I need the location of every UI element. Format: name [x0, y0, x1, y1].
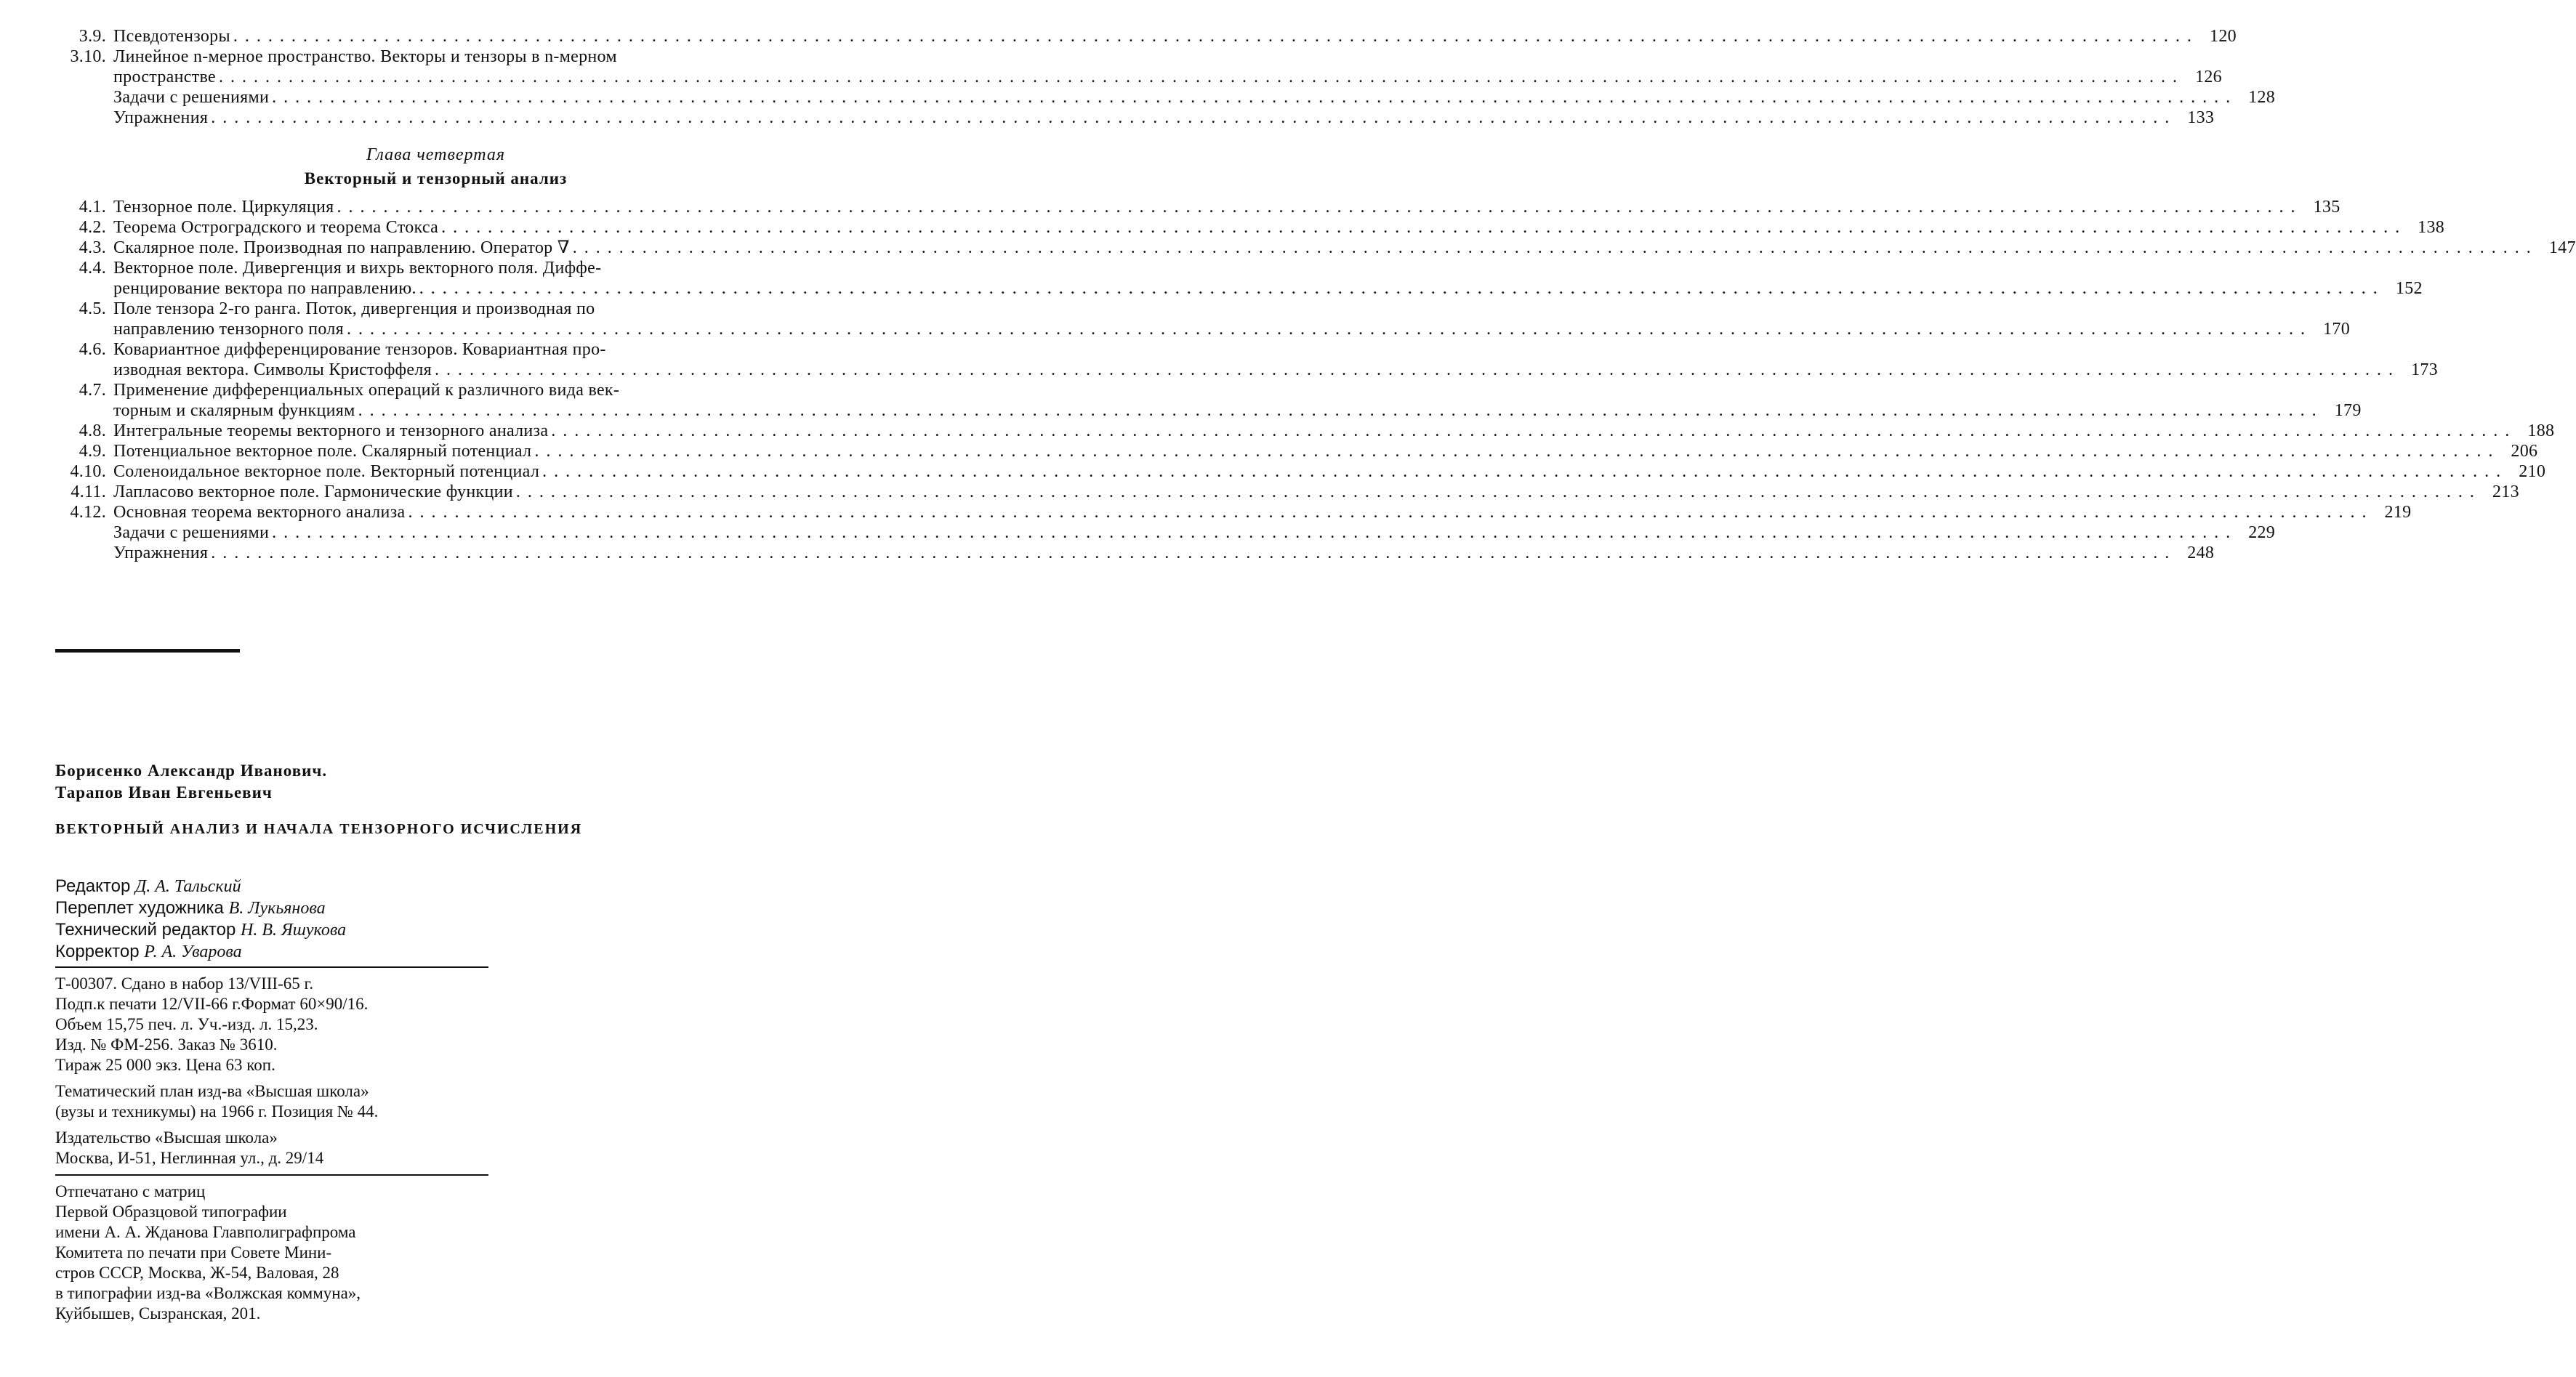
toc-entry-line [113, 26, 2237, 47]
toc-entry-body [113, 522, 2275, 543]
toc-entry-title: Векторное поле. Дивергенция и вихрь векторного поля. Диффе- [113, 259, 602, 278]
toc-entry-title: Соленоидальное векторное поле. Векторный потенциал [113, 462, 540, 481]
toc-entry-page: 120 [2210, 27, 2237, 46]
toc-entry-title: изводная вектора. Символы Кристоффеля [113, 360, 432, 379]
toc-entry-body [113, 380, 2362, 421]
toc-entry-line [113, 319, 2350, 339]
dot-leader [272, 522, 2231, 543]
toc-entry [45, 197, 2340, 217]
toc-entry-page: 248 [2187, 544, 2215, 562]
toc-entry-page: 126 [2195, 68, 2222, 86]
toc-entry-body [113, 47, 2222, 87]
toc-entry-title: Интегральные теоремы векторного и тензорного анализа [113, 421, 549, 440]
imprint-line: Тираж 25 000 экз. Цена 63 коп. [55, 1056, 275, 1074]
toc-entry-page: 173 [2411, 360, 2438, 379]
credits [55, 876, 346, 963]
toc-entry-body [113, 543, 2214, 563]
toc-entry-page: 210 [2519, 462, 2546, 481]
imprint-line: Москва, И-51, Неглинная ул., д. 29/14 [55, 1149, 324, 1167]
toc-entry-line [113, 238, 2576, 258]
imprint-line: Тематический план изд-ва «Высшая школа» [55, 1082, 369, 1100]
dot-leader [272, 87, 2231, 108]
toc-entry-page: 152 [2395, 279, 2423, 298]
toc-entry [45, 502, 2412, 522]
toc-entry-number: 4.9. [79, 442, 106, 461]
toc-entry-body [113, 238, 2576, 258]
toc-entry-page: 188 [2527, 421, 2555, 440]
toc-entry-number: 4.3. [79, 238, 106, 257]
credit-line [55, 919, 346, 941]
credit-line [55, 897, 346, 919]
toc-entry-body [113, 441, 2537, 461]
toc-entry [45, 47, 2222, 87]
toc-entry-title: Поле тензора 2-го ранга. Поток, дивергенция и производная по [113, 299, 595, 318]
toc-entry-title: Применение дифференциальных операций к различного вида век- [113, 381, 620, 400]
dot-leader [419, 278, 2379, 299]
toc-entry-body [113, 482, 2519, 502]
imprint-line: Подп.к печати 12/VII-66 г.Формат 60×90/16. [55, 995, 369, 1013]
toc-entry-line [113, 441, 2537, 461]
toc-entry-line [113, 87, 2275, 108]
toc-entry-line [113, 197, 2340, 217]
dot-leader [441, 217, 2401, 238]
credit-role: Технический редактор [55, 920, 236, 940]
toc-entry-body [113, 26, 2237, 47]
toc-entry-number: 4.2. [79, 218, 106, 237]
toc-entry-number: 4.8. [79, 421, 106, 440]
toc-entry [45, 26, 2237, 47]
credit-name: В. Лукьянова [228, 899, 326, 918]
toc-entry-number: 4.12. [70, 503, 106, 522]
imprint-line: Комитета по печати при Совете Мини- [55, 1243, 332, 1261]
dot-leader [408, 502, 2367, 522]
dot-leader [219, 67, 2178, 87]
toc-entry-body [113, 217, 2444, 238]
toc-entry-body [113, 197, 2340, 217]
imprint-block-plan [55, 1081, 488, 1128]
toc-entry-title: Тензорное поле. Циркуляция [113, 198, 334, 217]
imprint-block-printer [55, 1176, 488, 1330]
toc-entry-line [113, 522, 2275, 543]
toc-entry-number: 3.10. [70, 47, 106, 66]
toc-entry [45, 108, 2215, 128]
toc-entry-body [113, 461, 2545, 482]
toc-entry-number: 4.7. [79, 381, 106, 400]
toc-entry-body [113, 339, 2438, 380]
dot-leader [516, 482, 2476, 502]
author-name: Тарапов Иван Евгеньевич [55, 783, 273, 801]
toc-entry-number: 4.11. [71, 482, 106, 501]
imprint-line: в типографии изд-ва «Волжская коммуна», [55, 1284, 361, 1302]
imprint-line: (вузы и техникумы) на 1966 г. Позиция № 44. [55, 1102, 379, 1120]
imprint-line: Изд. № ФМ-256. Заказ № 3610. [55, 1035, 278, 1054]
chapter-label: Глава четвертая [366, 145, 506, 164]
toc-entry-title: Псевдотензоры [113, 27, 230, 46]
toc-entry-title: Задачи с решениями [113, 88, 270, 107]
dot-leader [573, 238, 2532, 258]
toc-section-3 [45, 26, 2276, 128]
credit-role: Корректор [55, 942, 140, 961]
toc-entry-title: Линейное n-мерное пространство. Векторы и тензоры в n-мерном [113, 47, 617, 66]
toc-entry-number: 4.10. [70, 462, 106, 481]
toc-entry-title: Упражнения [113, 544, 209, 562]
toc-entry-page: 128 [2248, 88, 2276, 107]
imprint-line: имени А. А. Жданова Главполиграфпрома [55, 1223, 356, 1241]
toc-entry-body [113, 502, 2411, 522]
imprint-line: Издательство «Высшая школа» [55, 1128, 278, 1147]
toc-entry-title: Скалярное поле. Производная по направлению. Оператор ∇ [113, 238, 570, 257]
imprint-line: стров СССР, Москва, Ж-54, Валовая, 28 [55, 1264, 339, 1282]
credit-name: Н. В. Яшукова [241, 921, 347, 940]
imprint [55, 966, 488, 1330]
toc-entry-title: Основная теорема векторного анализа [113, 503, 406, 522]
toc-entry-title: ренцирование вектора по направлению. [113, 279, 416, 298]
toc-entry [45, 441, 2538, 461]
dot-leader [211, 108, 2170, 128]
toc-entry-page: 135 [2313, 198, 2340, 217]
toc-entry-title: пространстве [113, 68, 216, 86]
toc-entry-line [113, 421, 2554, 441]
toc-entry [45, 87, 2276, 108]
toc-entry-body [113, 87, 2275, 108]
toc-entry [45, 258, 2423, 299]
toc-entry [45, 482, 2519, 502]
dot-leader [534, 441, 2494, 461]
dot-leader [347, 319, 2306, 339]
dot-leader [551, 421, 2511, 441]
toc-entry-body [113, 108, 2214, 128]
toc-entry-body [113, 421, 2554, 441]
toc-entry-page: 206 [2511, 442, 2538, 461]
toc-entry-line [113, 461, 2545, 482]
toc-entry [45, 339, 2438, 380]
credit-role: Редактор [55, 876, 131, 896]
toc-entry-line [113, 360, 2438, 380]
toc-entry [45, 461, 2546, 482]
imprint-line: Отпечатано с матриц [55, 1182, 206, 1200]
author-name: Борисенко Александр Иванович. [55, 762, 328, 780]
toc-entry [45, 380, 2362, 421]
toc-entry-number: 4.5. [79, 299, 106, 318]
credit-line [55, 941, 346, 963]
toc-entry-page: 138 [2418, 218, 2445, 237]
dot-leader [542, 461, 2502, 482]
credit-line [55, 876, 346, 897]
toc-entry-line [113, 108, 2214, 128]
toc-entry [45, 217, 2445, 238]
imprint-line: Т-00307. Сдано в набор 13/VIII-65 г. [55, 974, 314, 993]
toc-entry-page: 133 [2187, 108, 2215, 127]
toc-entry-page: 213 [2492, 482, 2519, 501]
toc-entry-title: Лапласово векторное поле. Гармонические функции [113, 482, 513, 501]
toc-entry-number: 4.4. [79, 259, 106, 278]
dot-leader [211, 543, 2170, 563]
imprint-block-publisher [55, 1128, 488, 1174]
toc-entry-page: 170 [2323, 320, 2350, 339]
toc-entry-page: 179 [2334, 401, 2362, 420]
toc-entry-page: 229 [2248, 523, 2276, 542]
toc-entry-line [113, 543, 2214, 563]
authors [55, 760, 327, 804]
toc-entry-title: Потенциальное векторное поле. Скалярный потенциал [113, 442, 532, 461]
book-title: ВЕКТОРНЫЙ АНАЛИЗ И НАЧАЛА ТЕНЗОРНОГО ИСЧИСЛЕНИЯ [55, 821, 583, 837]
toc-entry-title: торным и скалярным функциям [113, 401, 355, 420]
toc-entry [45, 522, 2276, 543]
toc-entry-line [113, 502, 2411, 522]
toc-entry-page: 219 [2384, 503, 2412, 522]
toc-entry [45, 238, 2576, 258]
chapter-title: Векторный и тензорный анализ [304, 169, 568, 187]
toc-entry-body [113, 299, 2350, 339]
toc-entry-page: 147 [2548, 238, 2576, 257]
toc-entry-number: 3.9. [79, 27, 106, 46]
credit-name: Р. А. Уварова [144, 942, 242, 961]
toc-entry-number: 4.6. [79, 340, 106, 359]
toc-entry-line [113, 217, 2444, 238]
toc-entry-title: Задачи с решениями [113, 523, 270, 542]
imprint-line: Куйбышев, Сызранская, 201. [55, 1304, 261, 1323]
divider-rule [55, 649, 240, 653]
toc-entry [45, 543, 2215, 563]
toc-entry-title: Упражнения [113, 108, 209, 127]
toc-entry-number: 4.1. [79, 198, 106, 217]
imprint-line: Первой Образцовой типографии [55, 1203, 287, 1221]
imprint-line: Объем 15,75 печ. л. Уч.-изд. л. 15,23. [55, 1015, 318, 1033]
toc-entry-title: Ковариантное дифференцирование тензоров. Ковариантная про- [113, 340, 606, 359]
dot-leader [337, 197, 2297, 217]
imprint-block-print [55, 968, 488, 1081]
toc-section-4 [45, 197, 2576, 563]
toc-entry-body [113, 258, 2423, 299]
dot-leader [435, 360, 2394, 380]
credit-name: Д. А. Тальский [134, 877, 241, 896]
toc-entry-line [113, 400, 2362, 421]
toc-entry-line [113, 67, 2222, 87]
dot-leader [358, 400, 2318, 421]
table-of-contents [45, 26, 2576, 563]
toc-entry-line [113, 482, 2519, 502]
toc-entry [45, 299, 2350, 339]
dot-leader [233, 26, 2193, 47]
toc-entry [45, 421, 2555, 441]
toc-entry-title: направлению тензорного поля [113, 320, 344, 339]
toc-entry-line [113, 278, 2423, 299]
toc-entry-title: Теорема Остроградского и теорема Стокса [113, 218, 439, 237]
credit-role: Переплет художника [55, 898, 224, 918]
